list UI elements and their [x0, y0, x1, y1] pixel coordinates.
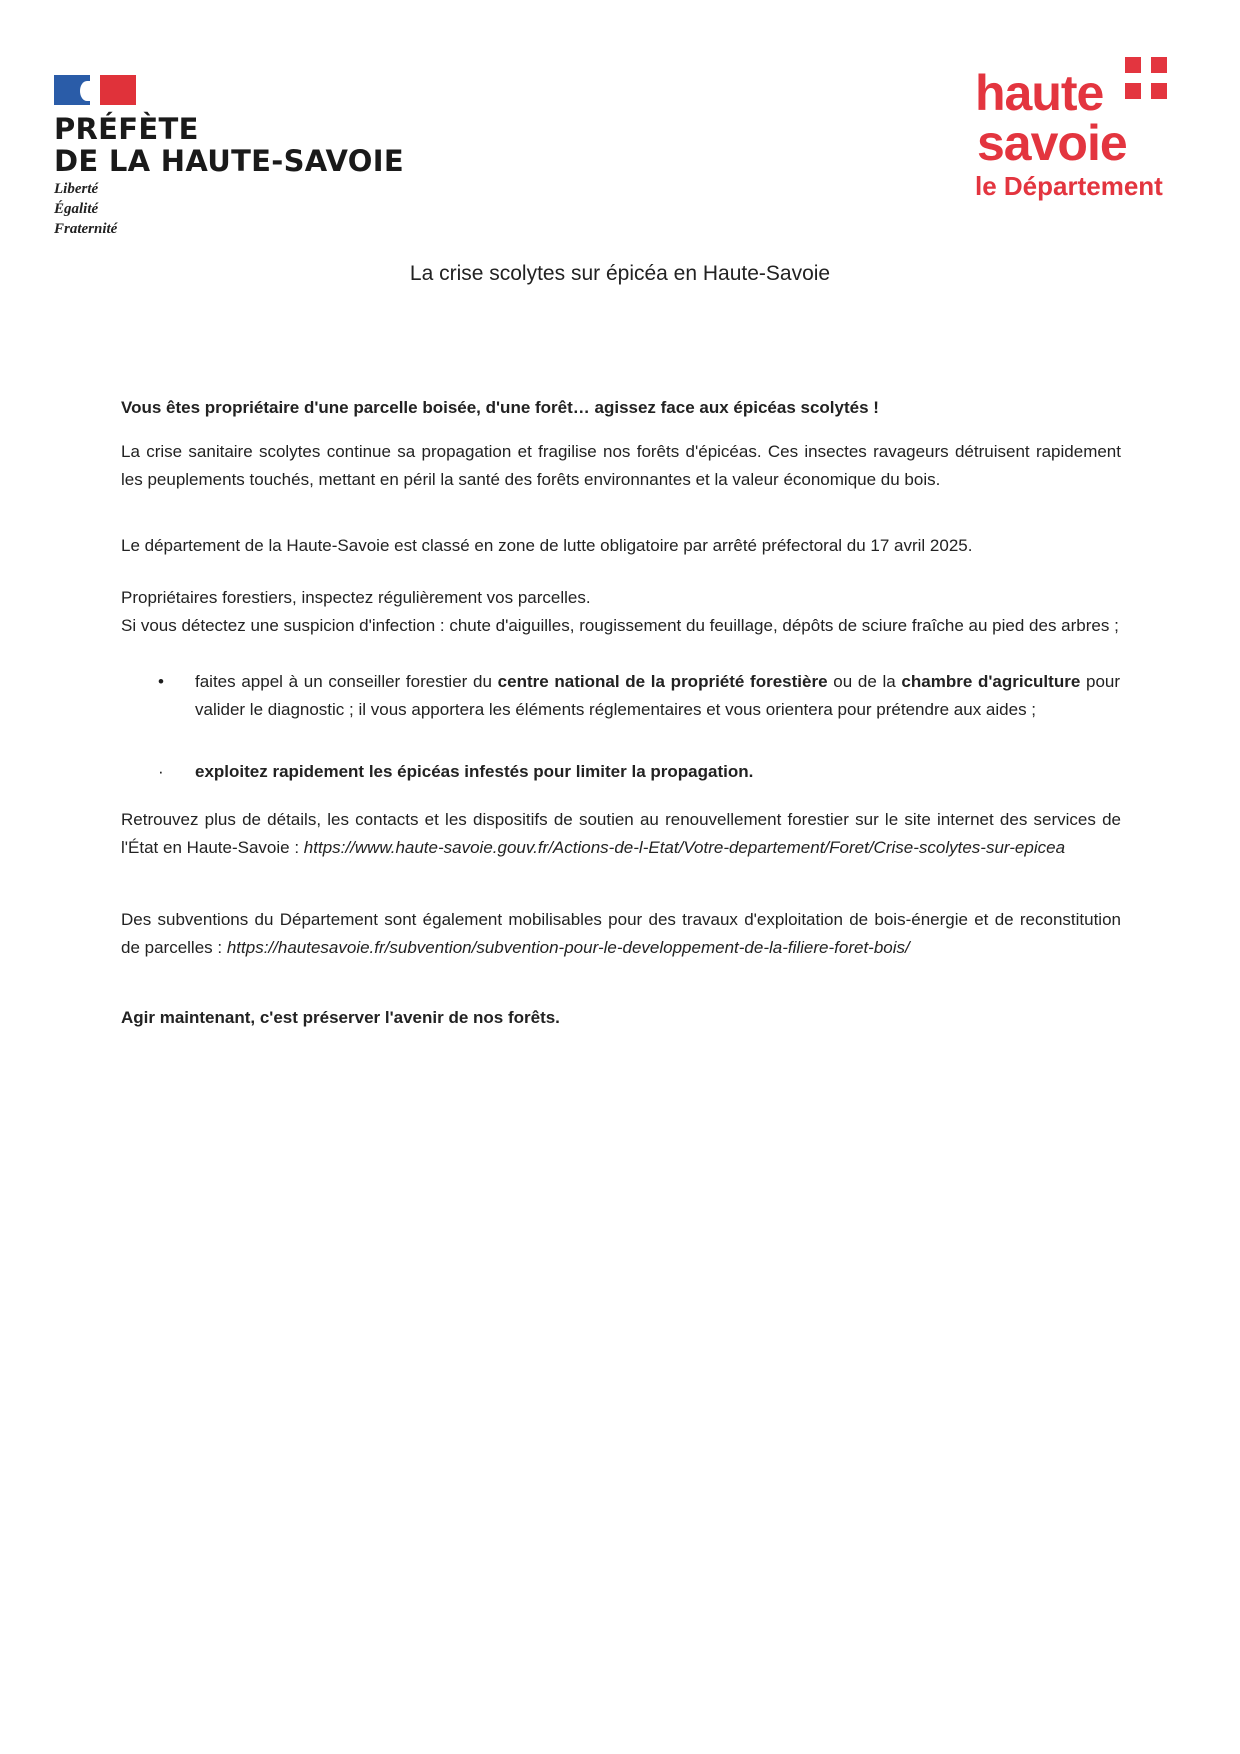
- motto-liberte: Liberté: [54, 181, 99, 197]
- paragraph-state-services: [121, 806, 1121, 862]
- chambre-agriculture-name: chambre d'agriculture: [901, 672, 1081, 691]
- department-logo-line2: savoie: [977, 115, 1127, 171]
- savoie-cross-icon: [1125, 57, 1167, 99]
- prefecture-line2: DE LA HAUTE-SAVOIE: [54, 144, 404, 178]
- prefecture-line1: PRÉFÈTE: [54, 112, 199, 146]
- paragraph-subsidies: [121, 906, 1121, 962]
- motto-fraternite: Fraternité: [54, 221, 118, 237]
- paragraph-text: Des subventions du Département sont également mobilisables pour des travaux d'exploitation de bois-énergie et de reconstitution de parcelles :: [121, 910, 1121, 957]
- list-item-exploit: exploitez rapidement les épicéas infestés pour limiter la propagation.: [195, 762, 754, 781]
- closing-statement: Agir maintenant, c'est préserver l'avenir de nos forêts.: [121, 1008, 560, 1027]
- list-item-text: ou de la: [827, 672, 902, 691]
- state-website-link[interactable]: https://www.haute-savoie.gouv.fr/Actions-de-l-Etat/Votre-departement/Foret/Crise-scolytes-sur-epicea: [303, 838, 1066, 857]
- list-item-text: pour valider le diagnostic ; il vous apportera les éléments réglementaires et vous orientera pour prétendre aux aides ;: [195, 672, 1121, 719]
- motto-egalite: Égalité: [54, 201, 99, 217]
- paragraph-zone: Le département de la Haute-Savoie est classé en zone de lutte obligatoire par arrêté préfectoral du 17 avril 2025.: [121, 536, 973, 555]
- department-logo: [975, 55, 1195, 205]
- prefecture-name: [54, 113, 404, 177]
- intro-heading: Vous êtes propriétaire d'une parcelle boisée, d'une forêt… agissez face aux épicéas scolytés !: [121, 398, 879, 417]
- paragraph-suspicion: Si vous détectez une suspicion d'infection : chute d'aiguilles, rougissement du feuillage, dépôts de sciure fraîche au pied des arbres ;: [121, 616, 1119, 635]
- list-item-advisor: [195, 668, 1120, 724]
- department-logo-line1: haute: [975, 65, 1104, 121]
- paragraph-text: Retrouvez plus de détails, les contacts et les dispositifs de soutien au renouvellement forestier sur le site internet des services de l'État en Haute-Savoie :: [121, 810, 1121, 857]
- bullet-icon: ·: [158, 762, 164, 781]
- paragraph-crisis: La crise sanitaire scolytes continue sa propagation et fragilise nos forêts d'épicéas. Ces insectes ravageurs détruisent rapidement les peuplements touchés, mettant en péril la santé des forêts environnantes et la valeur économique du bois.: [121, 442, 1121, 489]
- republic-motto: [54, 179, 404, 239]
- cnpf-name: centre national de la propriété forestière: [497, 672, 828, 691]
- department-logo-line3: le Département: [975, 171, 1163, 201]
- marianne-flag-icon: [54, 75, 136, 105]
- document-title: La crise scolytes sur épicéa en Haute-Savoie: [409, 262, 831, 285]
- paragraph-inspect: Propriétaires forestiers, inspectez régulièrement vos parcelles.: [121, 588, 591, 607]
- bullet-icon: •: [158, 672, 164, 691]
- list-item-text: faites appel à un conseiller forestier du: [195, 672, 498, 691]
- department-subsidy-link[interactable]: https://hautesavoie.fr/subvention/subvention-pour-le-developpement-de-la-filiere-foret-bois/: [226, 938, 910, 957]
- prefecture-logo: [54, 75, 404, 239]
